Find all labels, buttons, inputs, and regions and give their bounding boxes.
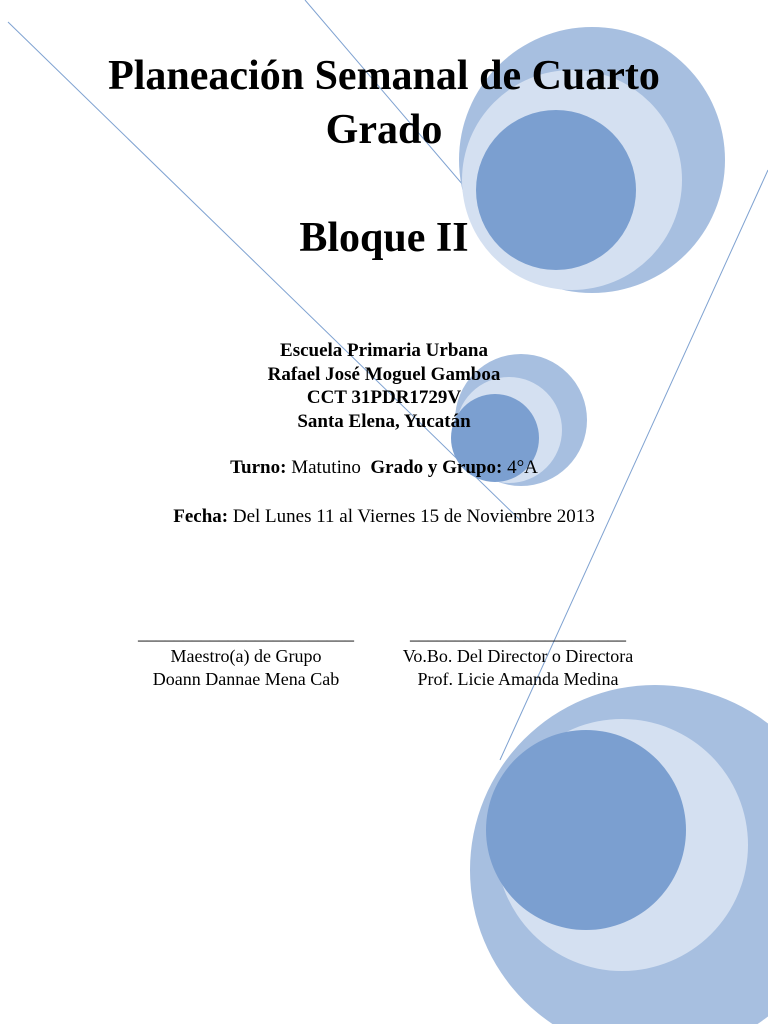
fecha-value: Del Lunes 11 al Viernes 15 de Noviembre 2013 [232,506,595,527]
turno-grado-row [0,456,768,480]
school-name: Escuela Primaria Urbana [280,340,488,361]
grado-value: 4°A [507,457,538,478]
page-title-line-1: Planeación Semanal de Cuarto [108,53,660,99]
signature-role: Maestro(a) de Grupo [170,646,322,666]
grado-label: Grado y Grupo: [370,457,503,478]
turno-label: Turno: [230,457,287,478]
signature-director [358,622,678,691]
turno-value: Matutino [291,457,361,478]
signature-line: ________________________ [138,623,354,643]
school-person: Rafael José Moguel Gamboa [267,364,501,385]
signature-line: ________________________ [410,623,626,643]
school-cct: CCT 31PDR1729V [306,387,462,408]
signature-name: Doann Dannae Mena Cab [152,669,340,689]
school-location: Santa Elena, Yucatán [297,411,471,432]
page-title-line-2: Grado [325,107,443,153]
signature-role: Vo.Bo. Del Director o Directora [402,646,634,666]
signature-name: Prof. Licie Amanda Medina [417,669,619,689]
fecha-label: Fecha: [173,506,229,527]
bloque-title: Bloque II [299,215,469,261]
fecha-row [0,505,768,529]
